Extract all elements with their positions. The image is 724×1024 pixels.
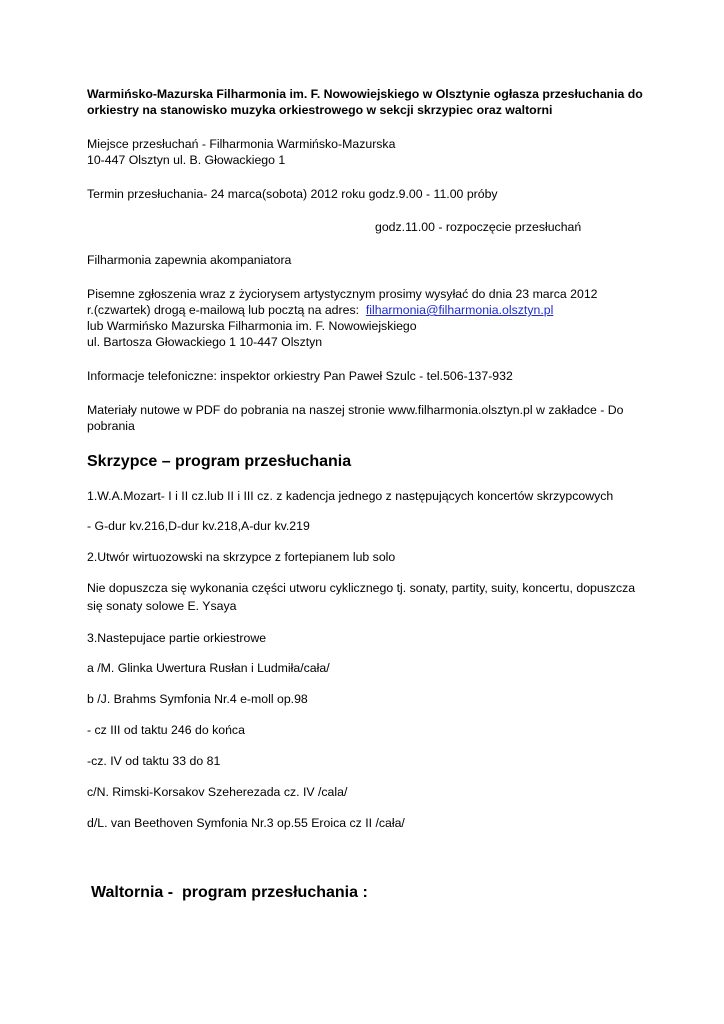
applications-line-2-text: r.(czwartek) drogą e-mailową lub pocztą na adres: xyxy=(87,303,366,317)
materials-line-1: Materiały nutowe w PDF do pobrania na naszej stronie www.filharmonia.olsztyn.pl w zakładce - Do xyxy=(87,403,624,417)
venue-line-2: 10-447 Olsztyn ul. B. Głowackiego 1 xyxy=(87,153,286,167)
phone-info: Informacje telefoniczne: inspektor orkiestry Pan Paweł Szulc - tel.506-137-932 xyxy=(87,369,513,383)
violin-item-2: 2.Utwór wirtuozowski na skrzypce z fortepianem lub solo xyxy=(87,550,396,564)
violin-item-3a: a /M. Glinka Uwertura Rusłan i Ludmiła/cała/ xyxy=(87,661,330,675)
applications-line-1: Pisemne zgłoszenia wraz z życiorysem artystycznym prosimy wysyłać do dnia 23 marca 2012 xyxy=(87,287,598,301)
schedule-line-2: godz.11.00 - rozpoczęcie przesłuchań xyxy=(375,220,582,234)
violin-item-3d: d/L. van Beethoven Symfonia Nr.3 op.55 Eroica cz II /cała/ xyxy=(87,816,405,830)
violin-item-2-note-1: Nie dopuszcza się wykonania części utworu cyklicznego tj. sonaty, partity, suity, koncertu, dopuszcza xyxy=(87,581,636,595)
violin-item-1: 1.W.A.Mozart- I i II cz.lub II i III cz. z kadencja jednego z następujących koncertów skrzypcowych xyxy=(87,489,614,503)
venue-line-1: Miejsce przesłuchań - Filharmonia Warmińsko-Mazurska xyxy=(87,137,396,151)
violin-item-1-sub: - G-dur kv.216,D-dur kv.218,A-dur kv.219 xyxy=(87,519,310,533)
applications-line-4: ul. Bartosza Głowackiego 1 10-447 Olsztyn xyxy=(87,335,323,349)
violin-item-3c: c/N. Rimski-Korsakov Szeherezada cz. IV /cala/ xyxy=(87,785,348,799)
horn-section-heading: Waltornia - program przesłuchania : xyxy=(91,884,368,901)
materials-line-2: pobrania xyxy=(87,419,135,433)
accompanist-note: Filharmonia zapewnia akompaniatora xyxy=(87,253,292,267)
applications-line-3: lub Warmińsko Mazurska Filharmonia im. F. Nowowiejskiego xyxy=(87,319,417,333)
violin-item-2-note-2: się sonaty solowe E. Ysaya xyxy=(87,599,237,613)
applications-line-2 xyxy=(87,303,553,318)
violin-item-3b: b /J. Brahms Symfonia Nr.4 e-moll op.98 xyxy=(87,692,308,706)
email-link[interactable]: filharmonia@filharmonia.olsztyn.pl xyxy=(365,303,554,317)
announcement-title-line-2: orkiestry na stanowisko muzyka orkiestrowego w sekcji skrzypiec oraz waltorni xyxy=(87,103,553,117)
announcement-title-line-1: Warmińsko-Mazurska Filharmonia im. F. Nowowiejskiego w Olsztynie ogłasza przesłuchania do xyxy=(87,87,643,101)
violin-section-heading: Skrzypce – program przesłuchania xyxy=(87,453,352,470)
violin-item-3b-1: - cz III od taktu 246 do końca xyxy=(87,723,245,737)
violin-item-3: 3.Nastepujace partie orkiestrowe xyxy=(87,631,267,645)
violin-item-3b-2: -cz. IV od taktu 33 do 81 xyxy=(87,754,221,768)
schedule-line-1: Termin przesłuchania- 24 marca(sobota) 2012 roku godz.9.00 - 11.00 próby xyxy=(87,187,498,201)
